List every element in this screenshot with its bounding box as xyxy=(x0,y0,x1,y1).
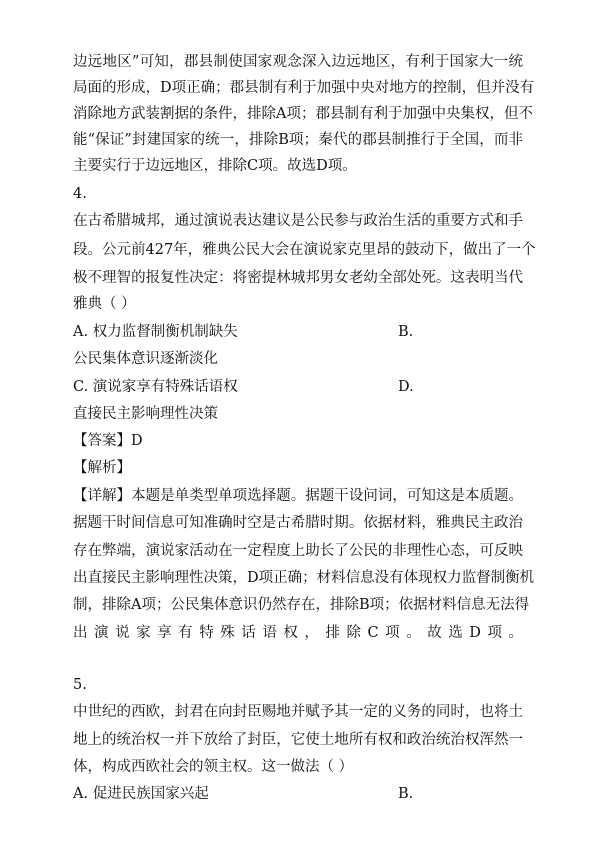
option-a: A. 促进民族国家兴起 xyxy=(73,786,209,802)
question-number: 4. xyxy=(73,186,87,202)
question-stem-line: 雅典（ ） xyxy=(73,296,136,312)
intro-line: 边远地区”可知，郡县制使国家观念深入边远地区，有利于国家大一统 xyxy=(73,54,523,70)
detail-line: 据题干时间信息可知准确时空是古希腊时期。依据材料，雅典民主政治 xyxy=(73,515,523,531)
question-stem-line: 段。公元前427年，雅典公民大会在演说家克里昂的鼓动下，做出了一个 xyxy=(73,242,536,258)
detail-line: 出演说家享有特殊话语权，排除C项。故选D项。 xyxy=(73,625,523,641)
question-stem-line: 地上的统治权一并下放给了封臣，它使土地所有权和政治统治权浑然一 xyxy=(73,732,523,748)
answer-line: 【答案】D xyxy=(73,433,143,449)
option-b-label: B. xyxy=(398,324,414,340)
option-d-label: D. xyxy=(398,379,414,395)
intro-line: 消除地方武装割据的条件，排除A项；郡县制有利于加强中央集权，但不 xyxy=(73,106,533,122)
option-c: C. 演说家享有特殊话语权 xyxy=(73,379,238,395)
analysis-heading: 【解析】 xyxy=(73,460,131,476)
option-a: A. 权力监督制衡机制缺失 xyxy=(73,324,238,340)
question-stem-line: 中世纪的西欧，封君在向封臣赐地并赋予其一定的义务的同时，也将土 xyxy=(73,704,523,720)
detail-line: 【详解】本题是单类型单项选择题。据题干设问词，可知这是本质题。 xyxy=(73,488,523,504)
option-b-label: B. xyxy=(398,786,414,802)
question-number: 5. xyxy=(73,677,87,693)
intro-line: 能“保证”封建国家的统一，排除B项；秦代的郡县制推行于全国，而非 xyxy=(73,132,523,148)
question-stem-line: 极不理智的报复性决定：将密提林城邦男女老幼全部处死。这表明当代 xyxy=(73,270,523,286)
intro-line: 局面的形成，D项正确；郡县制有利于加强中央对地方的控制，但并没有 xyxy=(73,80,535,96)
detail-line: 出直接民主影响理性决策，D项正确；材料信息没有体现权力监督制衡机 xyxy=(73,570,535,586)
question-stem-line: 体，构成西欧社会的领主权。这一做法（ ） xyxy=(73,759,354,775)
option-b-text: 公民集体意识逐渐淡化 xyxy=(73,351,218,367)
detail-line: 制，排除A项；公民集体意识仍然存在，排除B项；依据材料信息无法得 xyxy=(73,597,530,613)
intro-line: 主要实行于边远地区，排除C项。故选D项。 xyxy=(73,158,357,174)
question-stem-line: 在古希腊城邦，通过演说表达建议是公民参与政治生活的重要方式和手 xyxy=(73,213,523,229)
detail-line: 存在弊端，演说家活动在一定程度上助长了公民的非理性心态，可反映 xyxy=(73,543,523,559)
option-d-text: 直接民主影响理性决策 xyxy=(73,406,218,422)
